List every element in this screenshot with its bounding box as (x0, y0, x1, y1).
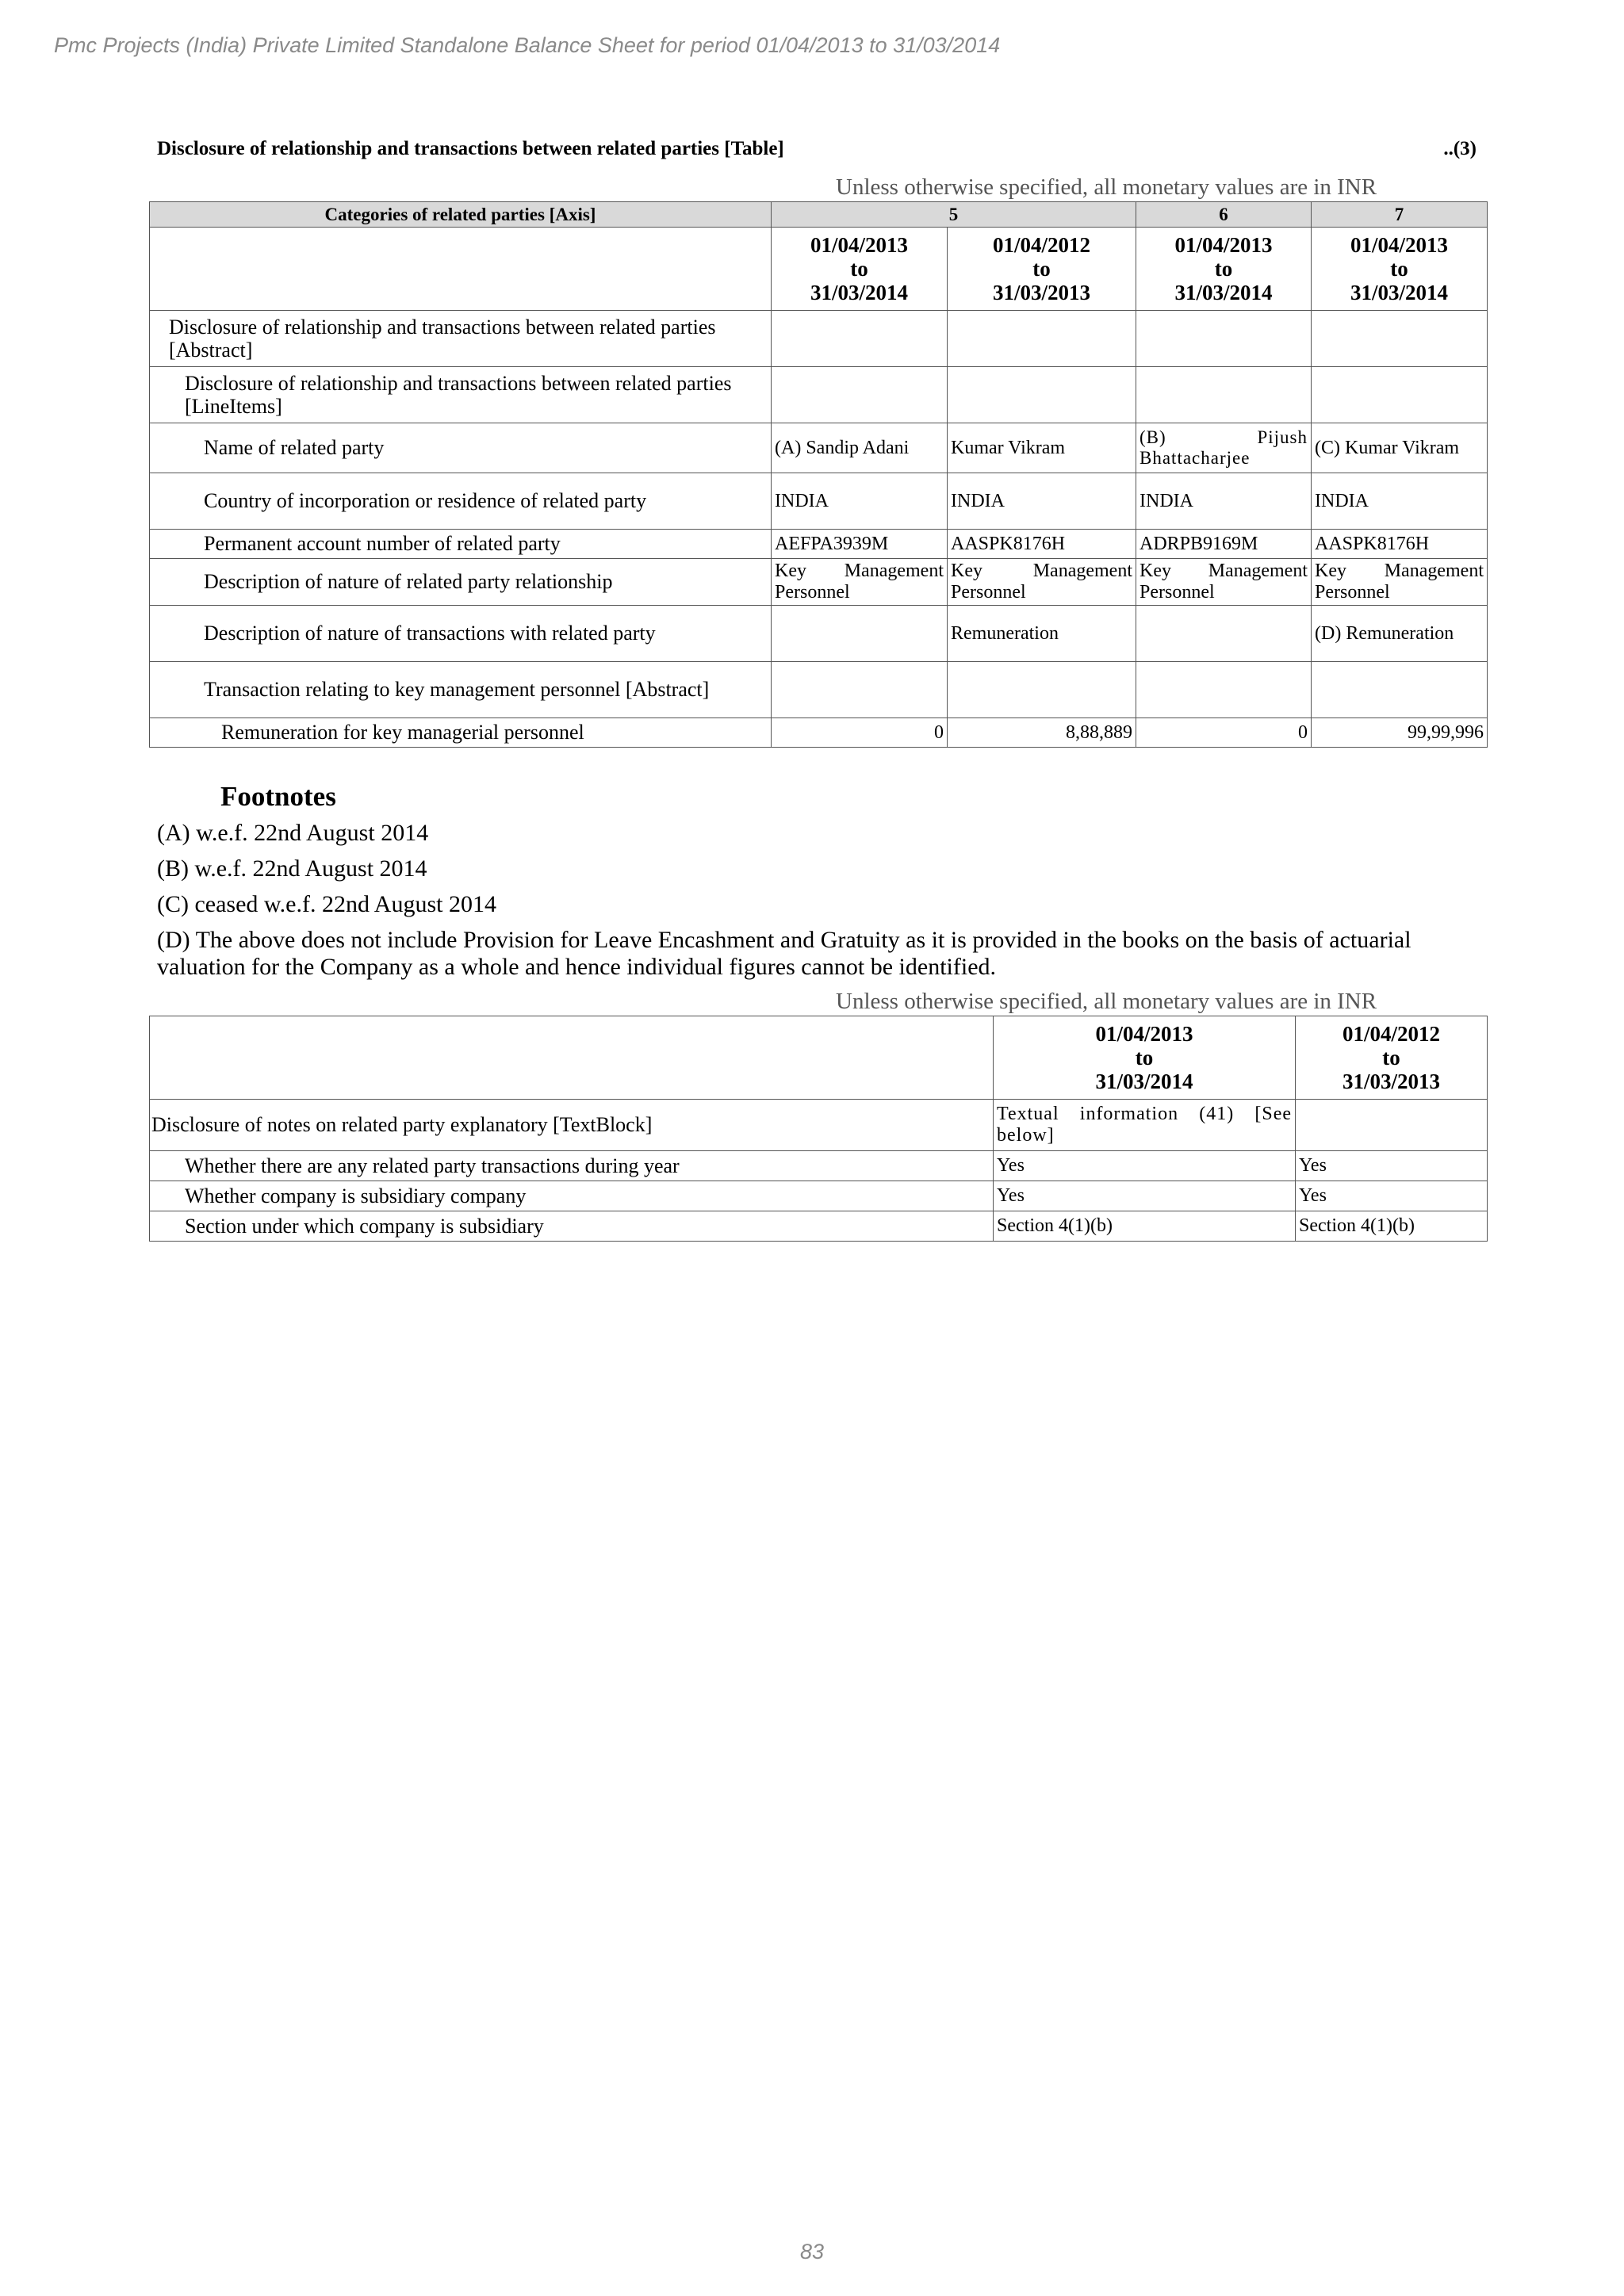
page-number: 83 (799, 2240, 825, 2263)
member-header: 7 (1312, 202, 1488, 228)
cell: AASPK8176H (1312, 530, 1488, 559)
table-row (150, 718, 1488, 748)
cell: (C) Kumar Vikram (1312, 423, 1488, 473)
cell: INDIA (948, 473, 1136, 530)
monetary-note: Unless otherwise specified, all monetary values are in INR (836, 174, 1377, 200)
cell: Yes (994, 1151, 1296, 1181)
cell: Textual information (41) [See below] (994, 1100, 1296, 1151)
table-row (150, 662, 1488, 718)
footnotes-title: Footnotes (220, 781, 336, 812)
row-label: Disclosure of relationship and transactions between related parties [LineItems] (150, 367, 772, 423)
cell: AASPK8176H (948, 530, 1136, 559)
cell (772, 606, 948, 662)
row-label: Description of nature of transactions with related party (150, 606, 772, 662)
table-row (150, 1211, 1488, 1242)
table-row (150, 606, 1488, 662)
cell: Yes (994, 1181, 1296, 1211)
table-row (150, 1151, 1488, 1181)
row-label: Section under which company is subsidiary (150, 1211, 994, 1242)
row-label: Disclosure of relationship and transactions between related parties [Abstract] (150, 311, 772, 367)
cell: 0 (772, 718, 948, 748)
period-header: 01/04/2013 to 31/03/2014 (1312, 228, 1488, 311)
table-row (150, 473, 1488, 530)
table-row (150, 1181, 1488, 1211)
cell: INDIA (772, 473, 948, 530)
table-page-ref: ..(3) (1443, 138, 1477, 159)
row-label: Transaction relating to key management personnel [Abstract] (150, 662, 772, 718)
cell: Key Management Personnel (772, 559, 948, 606)
cell: Key Management Personnel (1312, 559, 1488, 606)
cell: (A) Sandip Adani (772, 423, 948, 473)
row-label: Remuneration for key managerial personnel (150, 718, 772, 748)
cell: Section 4(1)(b) (994, 1211, 1296, 1242)
related-parties-table (149, 201, 1488, 748)
table-row (150, 423, 1488, 473)
footnote: (C) ceased w.e.f. 22nd August 2014 (157, 891, 496, 917)
member-header: 6 (1136, 202, 1312, 228)
cell: Remuneration (948, 606, 1136, 662)
row-label: Whether company is subsidiary company (150, 1181, 994, 1211)
row-label: Whether there are any related party transactions during year (150, 1151, 994, 1181)
monetary-note: Unless otherwise specified, all monetary values are in INR (836, 989, 1377, 1014)
page-header: Pmc Projects (India) Private Limited Standalone Balance Sheet for period 01/04/2013 to 31/03/2014 (54, 33, 1001, 57)
cell: INDIA (1312, 473, 1488, 530)
cell (1136, 606, 1312, 662)
cell: (B) Pijush Bhattacharjee (1136, 423, 1312, 473)
cell: 8,88,889 (948, 718, 1136, 748)
cell: (D) Remuneration (1312, 606, 1488, 662)
period-header: 01/04/2012 to 31/03/2013 (1296, 1016, 1488, 1100)
related-party-notes-table (149, 1016, 1488, 1242)
footnote: (B) w.e.f. 22nd August 2014 (157, 855, 427, 882)
period-header-row (150, 1016, 1488, 1100)
table-row (150, 367, 1488, 423)
cell: Key Management Personnel (948, 559, 1136, 606)
row-label: Permanent account number of related party (150, 530, 772, 559)
table-row (150, 530, 1488, 559)
cell: INDIA (1136, 473, 1312, 530)
member-header: 5 (772, 202, 1136, 228)
table-row (150, 1100, 1488, 1151)
period-header-row (150, 228, 1488, 311)
table-row (150, 311, 1488, 367)
table-title: Disclosure of relationship and transactions between related parties [Table] (157, 138, 784, 159)
period-header: 01/04/2013 to 31/03/2014 (772, 228, 948, 311)
table-row (150, 559, 1488, 606)
cell: ADRPB9169M (1136, 530, 1312, 559)
footnote: (A) w.e.f. 22nd August 2014 (157, 820, 429, 846)
cell: 0 (1136, 718, 1312, 748)
period-header: 01/04/2012 to 31/03/2013 (948, 228, 1136, 311)
cell: AEFPA3939M (772, 530, 948, 559)
row-label: Name of related party (150, 423, 772, 473)
cell: 99,99,996 (1312, 718, 1488, 748)
row-label: Country of incorporation or residence of related party (150, 473, 772, 530)
axis-label: Categories of related parties [Axis] (150, 202, 772, 228)
cell: Key Management Personnel (1136, 559, 1312, 606)
cell: Yes (1296, 1181, 1488, 1211)
cell (1296, 1100, 1488, 1151)
cell: Section 4(1)(b) (1296, 1211, 1488, 1242)
period-header: 01/04/2013 to 31/03/2014 (994, 1016, 1296, 1100)
cell: Kumar Vikram (948, 423, 1136, 473)
footnote: (D) The above does not include Provision for Leave Encashment and Gratuity as it is provided in the books on the basis of actuarial valuation for the Company as a whole and hence individual figures cannot be identified. (157, 927, 1411, 980)
axis-header-row (150, 202, 1488, 228)
cell: Yes (1296, 1151, 1488, 1181)
period-header: 01/04/2013 to 31/03/2014 (1136, 228, 1312, 311)
row-label: Description of nature of related party relationship (150, 559, 772, 606)
row-label: Disclosure of notes on related party explanatory [TextBlock] (150, 1100, 994, 1151)
